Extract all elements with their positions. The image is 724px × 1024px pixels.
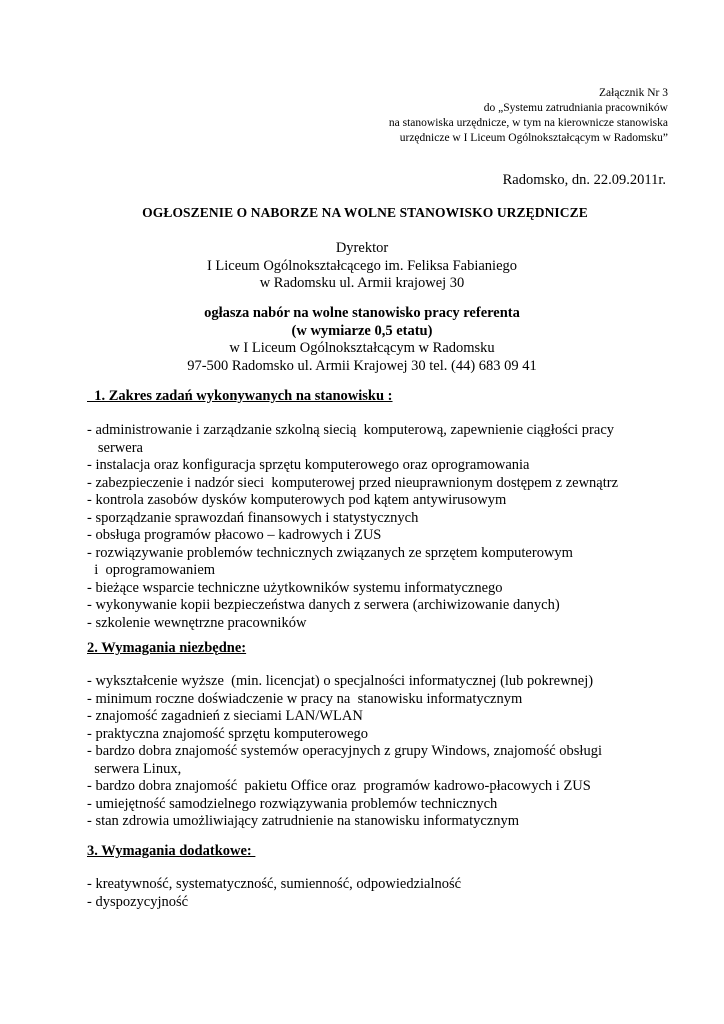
section-heading-text: 3. Wymagania dodatkowe: [87,843,256,859]
list-item: - rozwiązywanie problemów technicznych związanych ze sprzętem komputerowym [87,544,573,561]
list-item: - praktyczna znajomość sprzętu komputerowego [87,725,369,742]
list-item: - znajomość zagadnień z sieciami LAN/WLAN [87,708,363,724]
list-item: - dyspozycyjność [87,893,189,910]
section-heading-text: 2. Wymagania niezbędne: [87,640,247,656]
attachment-line: na stanowiska urzędnicze, w tym na kierownicze stanowiska [388,117,668,129]
list-item: - umiejętność samodzielnego rozwiązywania problemów technicznych [87,795,498,812]
employer-line: w Radomsku ul. Armii krajowej 30 [259,275,465,291]
list-item: - bardzo dobra znajomość systemów operacyjnych z grupy Windows, znajomość obsługi [87,743,602,759]
announcement-line: ogłasza nabór na wolne stanowisko pracy referenta [204,305,520,321]
section-heading [87,843,647,861]
list-item: - instalacja oraz konfiguracja sprzętu komputerowego oraz oprogramowania [87,457,530,473]
list-item: - kontrola zasobów dysków komputerowych pod kątem antywirusowym [87,492,507,508]
list-item: serwera [87,439,143,456]
list-item: i oprogramowaniem [87,562,216,578]
section-heading [87,388,647,406]
announcement-line: w I Liceum Ogólnokształcącym w Radomsku [229,340,495,356]
list-item: - stan zdrowia umożliwiający zatrudnienie na stanowisku informatycznym [87,813,520,829]
list-item: - sporządzanie sprawozdań finansowych i statystycznych [87,509,419,526]
employer-line: I Liceum Ogólnokształcącego im. Feliksa Fabianiego [206,257,518,274]
list-item: - szkolenie wewnętrzne pracowników [87,614,307,631]
attachment-line: urzędnicze w I Liceum Ogólnokształcącym w Radomsku” [399,132,668,144]
place-date: Radomsko, dn. 22.09.2011r. [502,172,666,188]
list-item: - bieżące wsparcie techniczne użytkowników systemu informatycznego [87,579,503,596]
list-item: - wykonywanie kopii bezpieczeństwa danych z serwera (archiwizowanie danych) [87,597,560,613]
list-item: - administrowanie i zarządzanie szkolną siecią komputerową, zapewnienie ciągłości pracy [87,422,615,438]
document-title: OGŁOSZENIE O NABORZE NA WOLNE STANOWISKO URZĘDNICZE [142,205,588,220]
section-list [87,422,647,632]
list-item: - minimum roczne doświadczenie w pracy na stanowisku informatycznym [87,690,523,707]
attachment-line: do „Systemu zatrudniania pracowników [483,102,668,114]
announcement-line: (w wymiarze 0,5 etatu) [291,322,433,339]
section-list [87,673,647,831]
section-heading [87,640,647,658]
list-item: serwera Linux, [87,760,182,777]
list-item: - obsługa programów płacowo – kadrowych i ZUS [87,527,382,543]
list-item: - zabezpieczenie i nadzór sieci komputerowej przed nieuprawnionym dostępem z zewnątrz [87,474,619,491]
attachment-line: Załącznik Nr 3 [599,87,668,99]
list-item: - wykształcenie wyższe (min. licencjat) o specjalności informatycznej (lub pokrewnej) [87,673,594,689]
section-list [87,876,647,911]
announcement-line: 97-500 Radomsko ul. Armii Krajowej 30 tel. (44) 683 09 41 [187,357,537,374]
announcement-block [0,305,724,375]
section-heading-text: 1. Zakres zadań wykonywanych na stanowisku : [87,388,393,404]
employer-block [0,240,724,293]
list-item: - bardzo dobra znajomość pakietu Office oraz programów kadrowo-płacowych i ZUS [87,778,591,794]
list-item: - kreatywność, systematyczność, sumienność, odpowiedzialność [87,876,462,892]
employer-line: Dyrektor [335,240,389,256]
attachment-note [389,86,668,146]
